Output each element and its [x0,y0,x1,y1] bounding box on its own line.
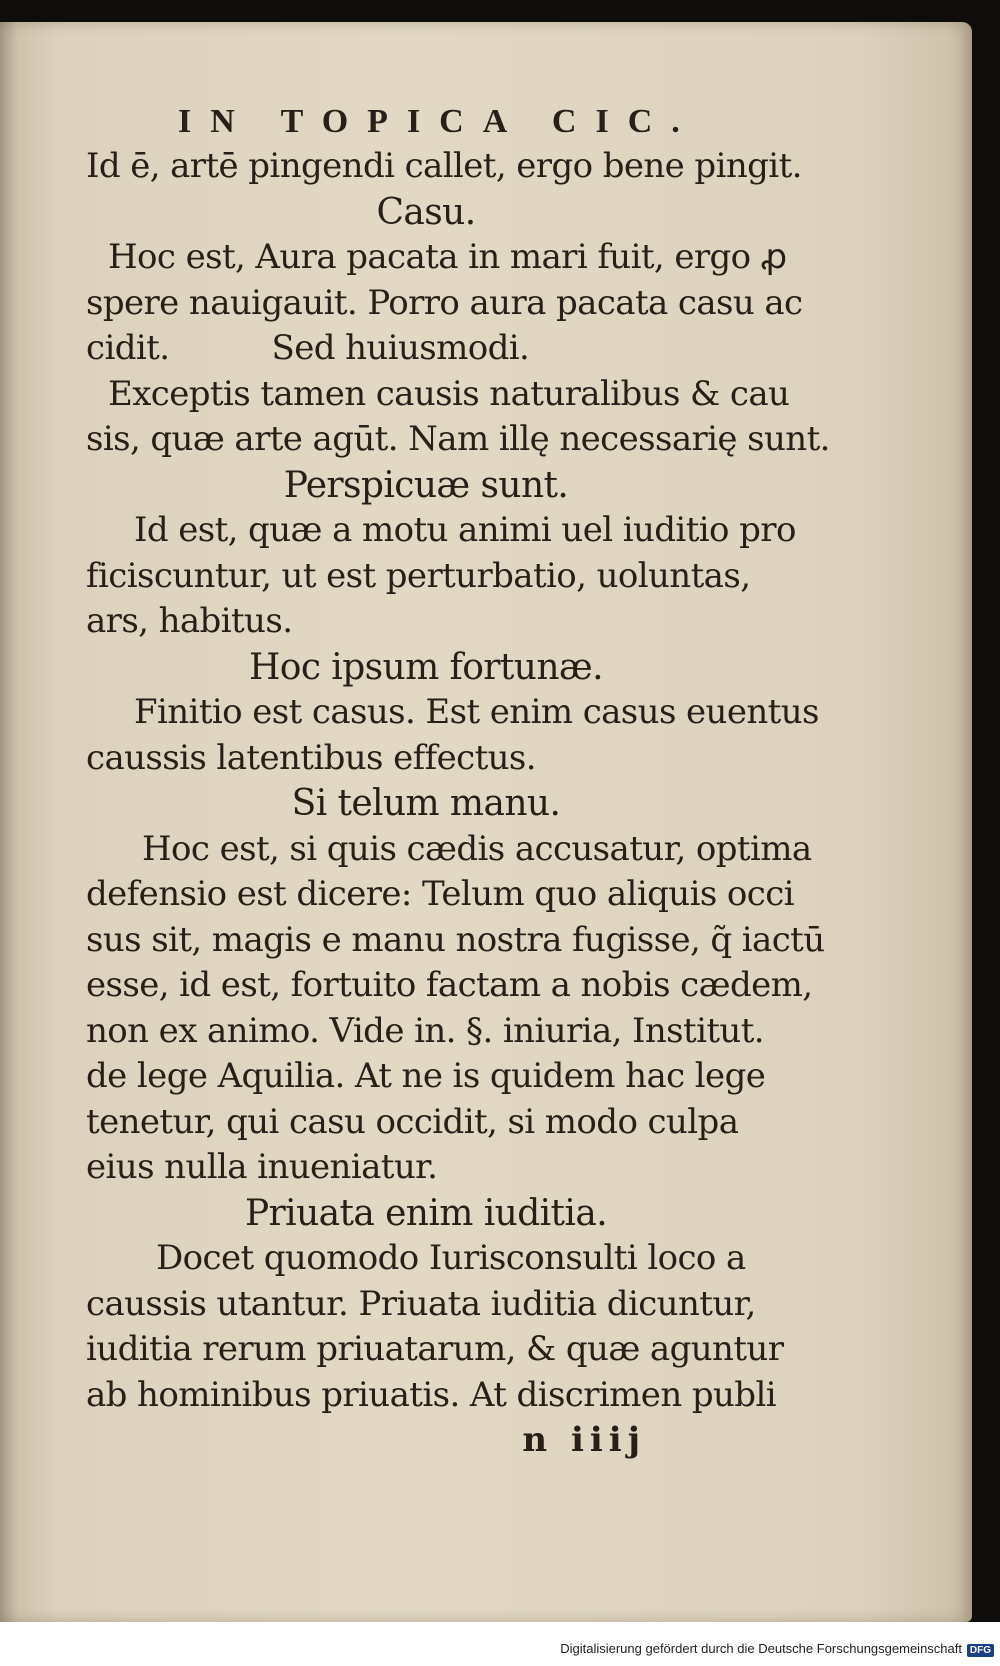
text-line: tenetur, qui casu occidit, si modo culpa [86,1101,739,1142]
text-line: ab hominibus priuatis. At discrimen publi [86,1374,776,1415]
page-text [86,92,830,1464]
text-line: caussis utantur. Priuata iuditia dicuntur, [86,1283,756,1324]
text-line: Exceptis tamen causis naturalibus & cau [108,373,790,414]
text-line: Id ē, artē pingendi callet, ergo bene pingit. [86,146,802,186]
text-line: spere nauigauit. Porro aura pacata casu ac [86,282,803,323]
text-line: Docet quomodo Iurisconsulti loco a [156,1238,746,1278]
text-line: sus sit, magis e manu nostra fugisse, q̃ iactū [86,919,825,960]
text-line: iuditia rerum priuatarum, & quæ aguntur [86,1329,784,1369]
running-header: IN TOPICA CIC. [178,103,699,140]
text-line: non ex animo. Vide in. §. iniuria, Institut. [86,1010,764,1051]
lemma-heading: Si telum manu. [291,783,561,824]
lemma-heading: Priuata enim iuditia. [244,1192,608,1234]
text-line: defensio est dicere: Telum quo aliquis occi [86,874,794,914]
lemma-heading: Perspicuæ sunt. [283,464,569,506]
text-line: de lege Aquilia. At ne is quidem hac lege [86,1056,766,1096]
lemma-heading: Casu. [376,191,476,233]
dfg-logo: DFG [967,1644,994,1657]
text-line: sis, quæ arte agūt. Nam illę necessarię sunt. [86,419,830,459]
footer-bar [0,1622,1000,1666]
text-line: Id est, quæ a motu animi uel iuditio pro [134,510,796,550]
text-line: cidit. Sed huiusmodi. [86,328,530,368]
text-line: esse, id est, fortuito factam a nobis cædem, [86,965,813,1005]
text-line: Hoc est, si quis cædis accusatur, optima [142,828,812,869]
text-line: caussis latentibus effectus. [86,737,536,778]
text-line: Hoc est, Aura pacata in mari fuit, ergo ꝓ [108,237,787,277]
text-line: Finitio est casus. Est enim casus euentus [134,692,819,732]
signature-mark: n iiij [522,1420,646,1460]
lemma-heading: Hoc ipsum fortunæ. [249,646,603,688]
text-line: ars, habitus. [86,601,293,641]
text-line: eius nulla inueniatur. [86,1147,438,1187]
book-page [0,22,972,1622]
funding-credit: Digitalisierung gefördert durch die Deutsche Forschungsgemeinschaft [560,1641,962,1656]
text-line: ficiscuntur, ut est perturbatio, uoluntas, [86,555,751,596]
